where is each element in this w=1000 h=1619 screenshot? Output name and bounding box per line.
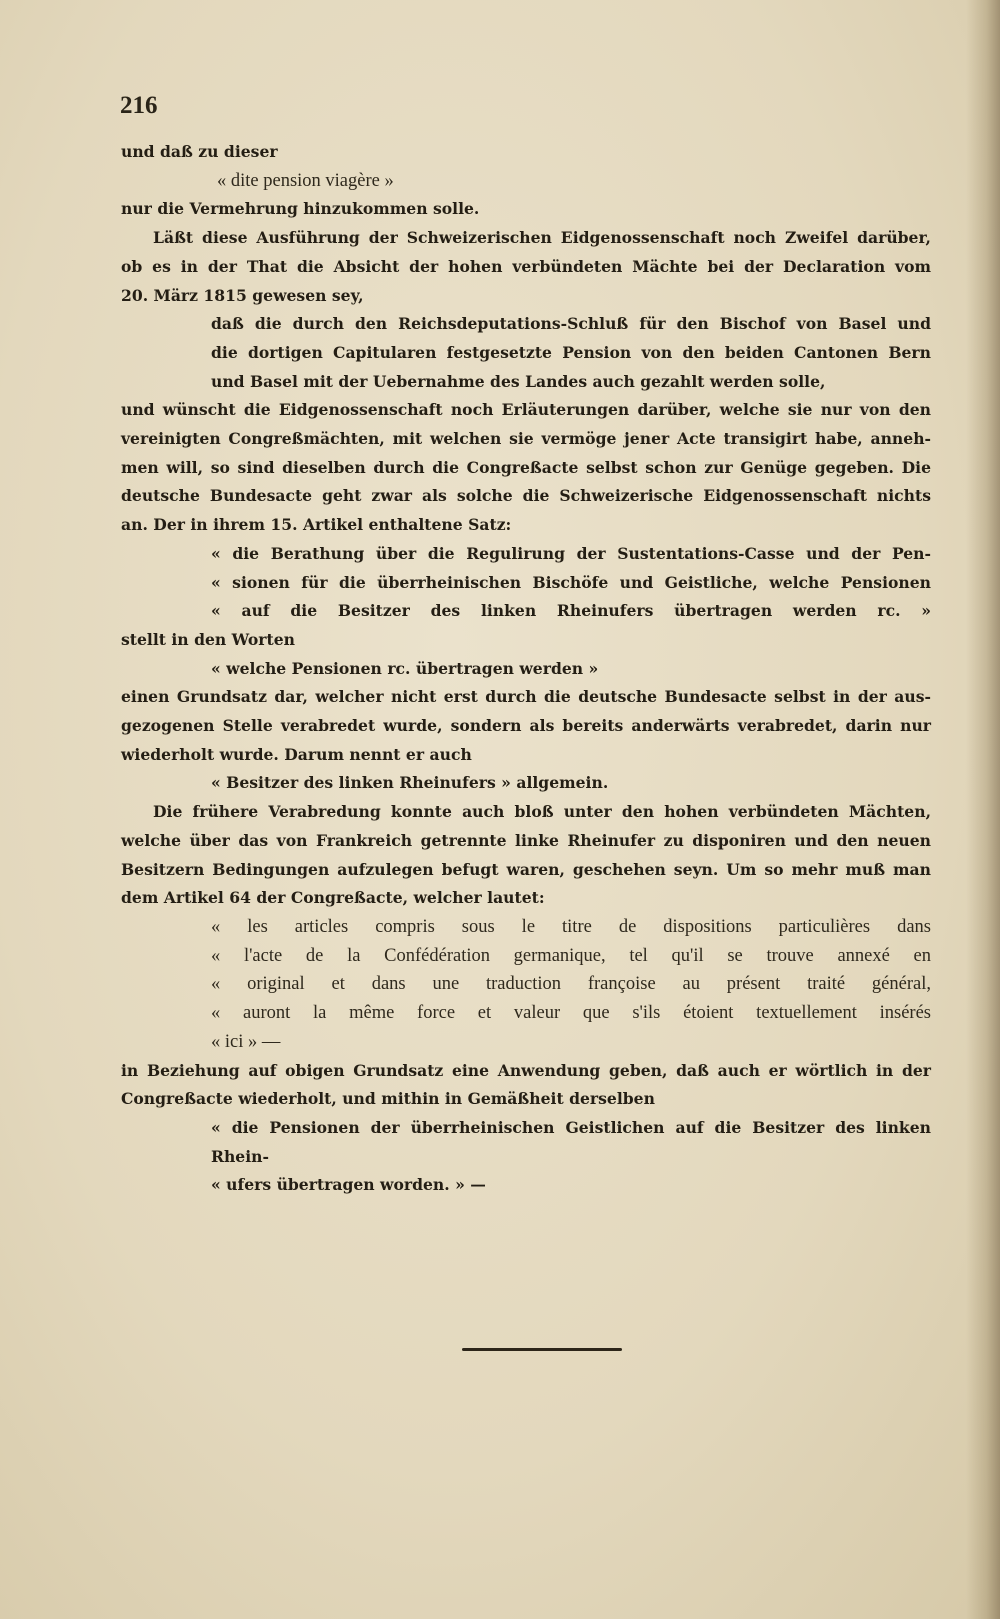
page-number: 216 (120, 92, 158, 119)
text-line: welche über das von Frankreich getrennte linke Rheinufer zu disponiren und den neuen (121, 830, 931, 850)
text-line: ob es in der That die Absicht der hohen verbündeten Mächte bei der Declaration vom (121, 256, 931, 276)
text-line: « l'acte de la Confédération germanique, tel qu'il se trouve annexé en (211, 945, 931, 966)
text-line: « die Pensionen der überrheinischen Geistlichen auf die Besitzer des linken Rhein- (211, 1117, 931, 1166)
text-line: nur die Vermehrung hinzukommen solle. (121, 199, 480, 219)
text-line: und daß zu dieser (121, 142, 278, 161)
text-line: Besitzern Bedingungen aufzulegen befugt waren, geschehen seyn. Um so mehr muß man (121, 859, 931, 879)
text-line: 20. März 1815 gewesen sey, (121, 285, 364, 305)
text-line: vereinigten Congreßmächten, mit welchen sie vermöge jener Acte transigirt habe, anneh- (121, 429, 931, 449)
body-text (121, 138, 931, 1200)
text-line: « auf die Besitzer des linken Rheinufers übertragen werden rc. » (211, 601, 931, 621)
text-line: « original et dans une traduction françoise au présent traité général, (211, 974, 931, 995)
text-line: in Beziehung auf obigen Grundsatz eine Anwendung geben, daß auch er wörtlich in der (121, 1060, 931, 1080)
text-line: « dite pension viagère » (217, 170, 394, 191)
text-line: wiederholt wurde. Darum nennt er auch (121, 744, 472, 764)
text-line: an. Der in ihrem 15. Artikel enthaltene Satz: (121, 515, 512, 535)
text-line: « die Berathung über die Regulirung der Sustentations-Casse und der Pen- (211, 543, 931, 563)
text-line: einen Grundsatz dar, welcher nicht erst durch die deutsche Bundesacte selbst in der aus- (121, 687, 931, 707)
text-line: und wünscht die Eidgenossenschaft noch Erläuterungen darüber, welche sie nur von den (121, 400, 931, 420)
text-line: Die frühere Verabredung konnte auch bloß unter den hohen verbündeten Mächten, (153, 802, 931, 822)
text-line: Congreßacte wiederholt, und mithin in Gemäßheit derselben (121, 1089, 655, 1109)
page-edge-shadow (966, 0, 1000, 1619)
text-line: stellt in den Worten (121, 629, 295, 649)
text-line: deutsche Bundesacte geht zwar als solche die Schweizerische Eidgenossenschaft nichts (121, 486, 931, 506)
text-line: gezogenen Stelle verabredet wurde, sondern als bereits anderwärts verabredet, darin nur (121, 716, 931, 736)
text-line: « Besitzer des linken Rheinufers » allgemein. (211, 773, 609, 793)
closing-rule (462, 1348, 622, 1351)
text-line: « welche Pensionen rc. übertragen werden » (211, 658, 599, 678)
text-line: und Basel mit der Uebernahme des Landes auch gezahlt werden solle, (211, 371, 826, 391)
text-line: dem Artikel 64 der Congreßacte, welcher lautet: (121, 888, 545, 908)
text-line: Läßt diese Ausführung der Schweizerischen Eidgenossenschaft noch Zweifel darüber, (153, 228, 931, 248)
text-line: « ici » — (211, 1031, 281, 1052)
text-line: « les articles compris sous le titre de dispositions particulières dans (211, 916, 931, 937)
text-line: « ufers übertragen worden. » — (211, 1175, 486, 1195)
text-line: die dortigen Capitularen festgesetzte Pension von den beiden Cantonen Bern (211, 342, 931, 362)
text-line: « sionen für die überrheinischen Bischöfe und Geistliche, welche Pensionen (211, 572, 931, 592)
text-line: men will, so sind dieselben durch die Congreßacte selbst schon zur Genüge gegeben. Die (121, 457, 931, 477)
text-line: « auront la même force et valeur que s'ils étoient textuellement insérés (211, 1003, 931, 1024)
text-line: daß die durch den Reichsdeputations-Schluß für den Bischof von Basel und (211, 314, 931, 334)
